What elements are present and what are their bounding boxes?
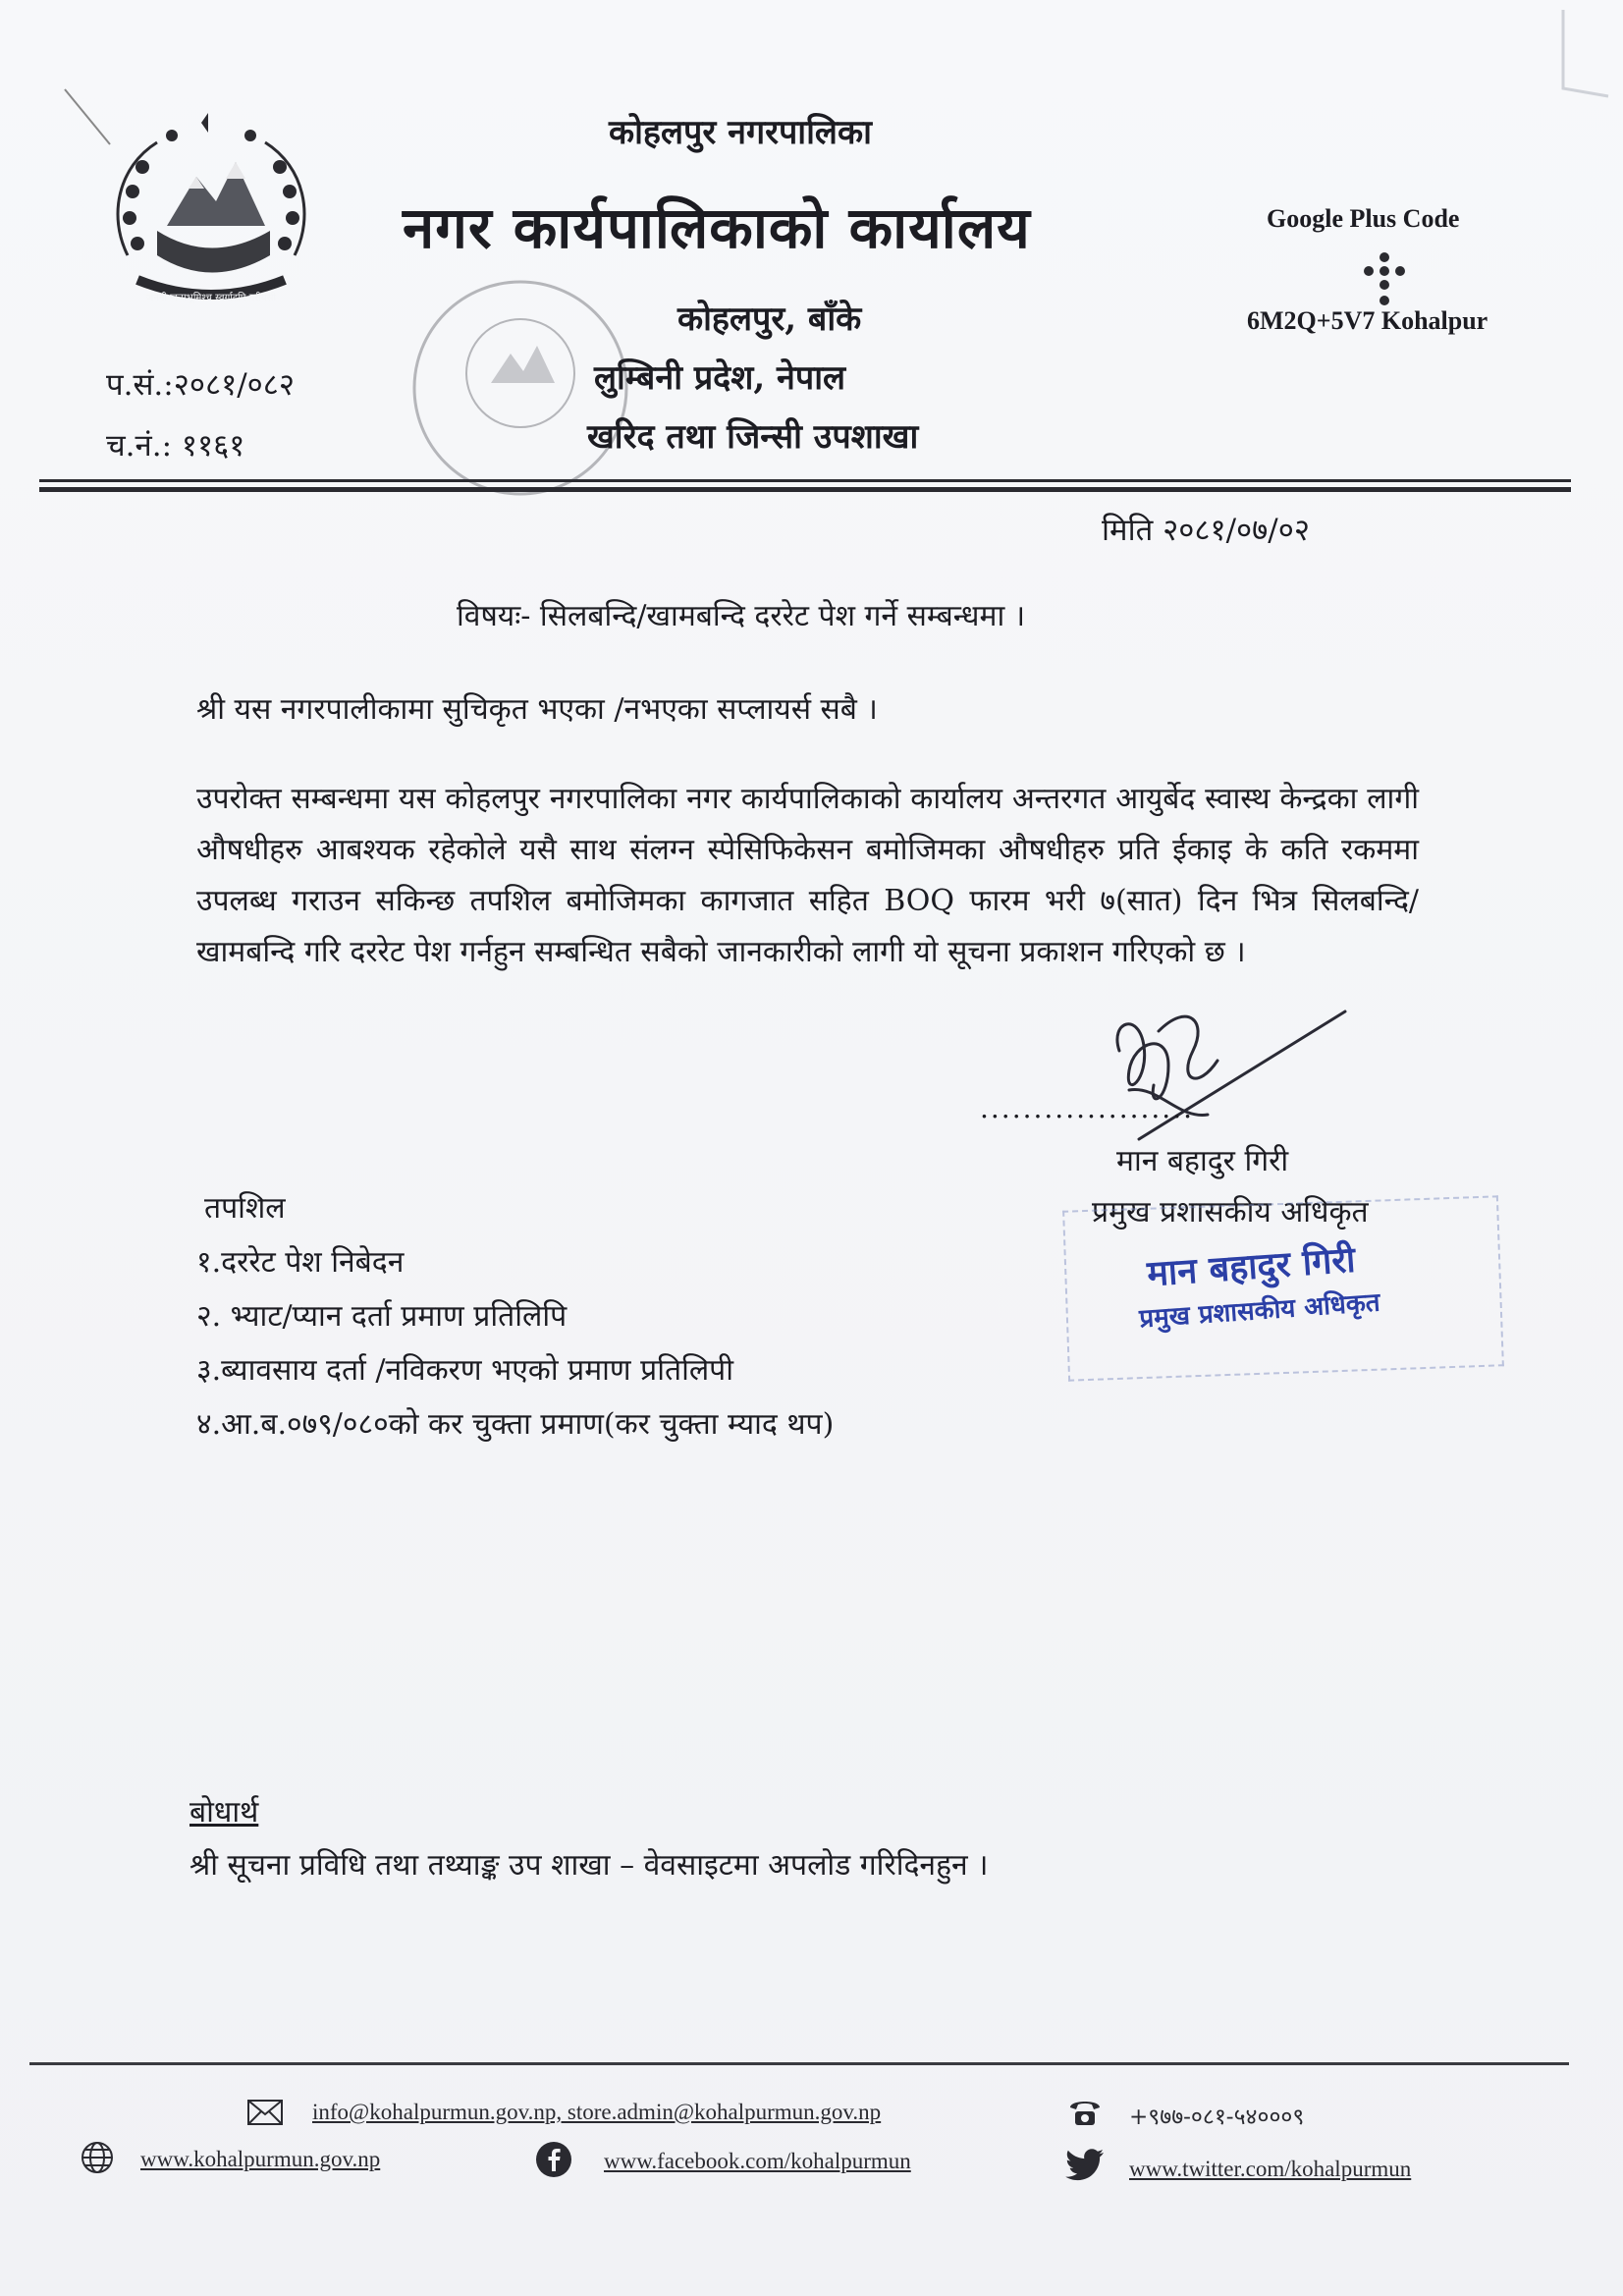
annex-item: २. भ्याट/प्यान दर्ता प्रमाण प्रतिलिपि xyxy=(196,1299,568,1334)
dispatch-number: च.नं.: ११६१ xyxy=(106,428,245,464)
stamp-name: मान बहादुर गिरी xyxy=(1145,1239,1357,1295)
signature-line: .................... xyxy=(980,1092,1195,1124)
globe-icon xyxy=(81,2141,114,2174)
phone-icon xyxy=(1068,2098,1102,2127)
stamp-title: प्रमुख प्रशासकीय अधिकृत xyxy=(1138,1287,1381,1335)
official-name-stamp xyxy=(1062,1195,1504,1381)
letter-subject: विषयः- सिलबन्दि/खामबन्दि दररेट पेश गर्ने सम्बन्धमा । xyxy=(457,599,1026,633)
footer-twitter-link[interactable]: www.twitter.com/kohalpurmun xyxy=(1129,2157,1412,2181)
handwritten-signature xyxy=(1100,992,1355,1159)
footer-facebook-link[interactable]: www.facebook.com/kohalpurmun xyxy=(604,2149,911,2173)
annex-item: १.दररेट पेश निबेदन xyxy=(196,1245,405,1280)
facebook-icon xyxy=(535,2141,572,2178)
cc-text: श्री सूचना प्रविधि तथा तथ्याङ्क उप शाखा – वेवसाइटमा अपलोड गरिदिनहुन । xyxy=(189,1848,989,1883)
signer-title: प्रमुख प्रशासकीय अधिकृत xyxy=(1092,1195,1369,1230)
footer-divider xyxy=(29,2062,1569,2065)
annex-heading: तपशिल xyxy=(204,1191,286,1226)
procurement-unit: खरिद तथा जिन्सी उपशाखा xyxy=(587,417,919,457)
google-plus-code-label: Google Plus Code xyxy=(1267,204,1460,233)
plus-code-dots-icon xyxy=(1355,249,1414,308)
footer-website-link[interactable]: www.kohalpurmun.gov.np xyxy=(140,2147,381,2171)
letter-body: उपरोक्त सम्बन्धमा यस कोहलपुर नगरपालिका नगर कार्यपालिकाको कार्यालय अन्तरगत आयुर्बेद स्वास्थ केन्द्रका लागी औषधीहरु आबश्यक रहेकोले यसै साथ संलग्न स्पेसिफिकेसन बमोजिमका औषधीहरु प्रति ईकाइ के कति रकममा उपलब्ध गराउन सकिन्छ तपशिल बमोजिमका कागजात सहित BOQ फारम भरी ७(सात) दिन भित्र सिलबन्दि/खामबन्दि गरि दररेट पेश गर्नहुन सम्बन्धित सबैको जानकारीको लागी यो सूचना प्रकाशन गरिएको छ । xyxy=(196,782,1419,969)
nepal-emblem-icon xyxy=(98,108,324,319)
address-province: लुम्बिनी प्रदेश, नेपाल xyxy=(594,358,846,398)
letter-date: मिति २०८१/०७/०२ xyxy=(1102,513,1310,548)
footer-email-link[interactable]: info@kohalpurmun.gov.np, store.admin@kohalpurmun.gov.np xyxy=(312,2100,882,2124)
twitter-icon xyxy=(1065,2149,1105,2182)
footer-phone: +९७७-०८१-५४०००९ xyxy=(1129,2105,1305,2130)
annex-item: ४.आ.ब.०७९/०८०को कर चुक्ता प्रमाण(कर चुक्ता म्याद थप) xyxy=(196,1407,835,1442)
reference-number: प.सं.:२०८१/०८२ xyxy=(106,367,296,403)
signer-name: मान बहादुर गिरी xyxy=(1116,1144,1289,1178)
mail-icon xyxy=(247,2100,283,2125)
address-city: कोहलपुर, बाँके xyxy=(677,300,862,339)
municipality-name: कोहलपुर नगरपालिका xyxy=(609,113,872,152)
annex-item: ३.ब्यावसाय दर्ता /नविकरण भएको प्रमाण प्रतिलिपी xyxy=(196,1353,733,1388)
header-divider xyxy=(39,479,1571,493)
svg-text:जननी जन्मभूमिश्च स्वर्गादपि गर: जननी जन्मभूमिश्च स्वर्गादपि गरीयसी xyxy=(145,293,277,303)
office-title: नगर कार्यपालिकाको कार्यालय xyxy=(403,194,1031,261)
cc-heading: बोधार्थ xyxy=(189,1795,259,1830)
letter-recipient: श्री यस नगरपालीकामा सुचिकृत भएका /नभएका सप्लायर्स सबै । xyxy=(196,692,878,727)
page-corner-fold xyxy=(1561,10,1610,98)
google-plus-code: 6M2Q+5V7 Kohalpur xyxy=(1247,306,1488,335)
